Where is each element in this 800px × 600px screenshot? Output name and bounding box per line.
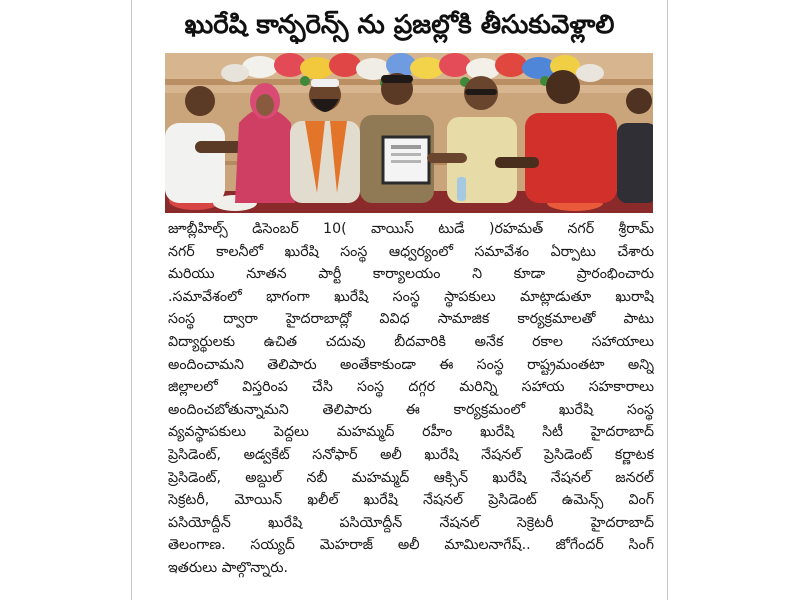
article-line: వ్యవస్థాపకులు పెద్దలు మహమ్మద్ రహీం ఖురేషి సిటీ హైదరాబాద్ xyxy=(168,424,654,441)
article-line: అందించబోతున్నామని తెలిపారు ఈ కార్యక్రమంలో ఖురేషి సంస్థ xyxy=(168,401,654,418)
article-line: ప్రెసిడెంట్, అబ్దుల్ నబీ మహమ్మద్ ఆక్సిన్ ఖురేషి నేషనల్ జనరల్ xyxy=(168,469,654,486)
article-line: .సమావేశంలో భాగంగా ఖురేషి సంస్థ స్థాపకులు మాట్లాడుతూ ఖురాషి xyxy=(168,288,654,305)
article-line: తెలంగాణ. సయ్యద్ మెహరాజ్ అలీ మామిలనాగేష్.. జోగేందర్ సింగ్ xyxy=(168,537,654,554)
article-line: ప్రెసిడెంట్, అడ్వకేట్ సనోఫార్ అలీ ఖురేషి నేషనల్ ప్రెసిడెంట్ కర్ణాటక xyxy=(168,446,654,463)
news-photo xyxy=(165,53,653,213)
photo-illustration xyxy=(165,53,653,213)
article-line: జిల్లాలలో విస్తరింప చేసి సంస్థ దగ్గర మరిన్ని సహాయ సహకారాలు xyxy=(168,379,654,396)
article-line: అందించామని తెలిపారు అంతేకాకుండా ఈ సంస్థ రాష్ట్రమంతటా అన్ని xyxy=(168,356,654,373)
article-line: ఇతరులు పాల్గొన్నారు. xyxy=(168,559,289,576)
column-rule-right xyxy=(667,0,668,600)
article-body xyxy=(168,218,654,580)
article-line: నగర్ కాలనీలో ఖురేషి సంస్థ ఆధ్వర్యంలో సమావేశం ఏర్పాటు చేశారు xyxy=(168,243,654,260)
article-line: జూబ్లీహిల్స్ డిసెంబర్ 10( వాయిస్ టుడే )రహమత్ నగర్ శ్రీరామ్ xyxy=(168,221,654,237)
article-line: సంస్థ ద్వారా హైదరాబాద్లో వివిధ సామాజిక కార్యక్రమాలతో పాటు xyxy=(168,311,654,328)
article-line: మరియు నూతన పార్టీ కార్యాలయం ని కూడా ప్రారంభించారు xyxy=(168,266,654,283)
article-line: పసియోద్దీన్ ఖురేషి పసియోద్దీన్ నేషనల్ సెక్రెటరీ హైదరాబాద్ xyxy=(168,514,654,531)
article-line: సెక్రటరీ, మోయిన్ ఖలీల్ ఖురేషి నేషనల్ ప్రెసిడెంట్ ఉమెన్స్ వింగ్ xyxy=(168,492,654,509)
headline: ఖురేషి కాన్ఫరెన్స్ ను ప్రజల్లోకి తీసుకువెళ్లాలి xyxy=(184,10,615,40)
news-clipping xyxy=(132,0,667,600)
article-line: విద్యార్థులకు ఉచిత చదువు బీదవారికి అనేక రకాల సహాయాలు xyxy=(168,333,654,350)
